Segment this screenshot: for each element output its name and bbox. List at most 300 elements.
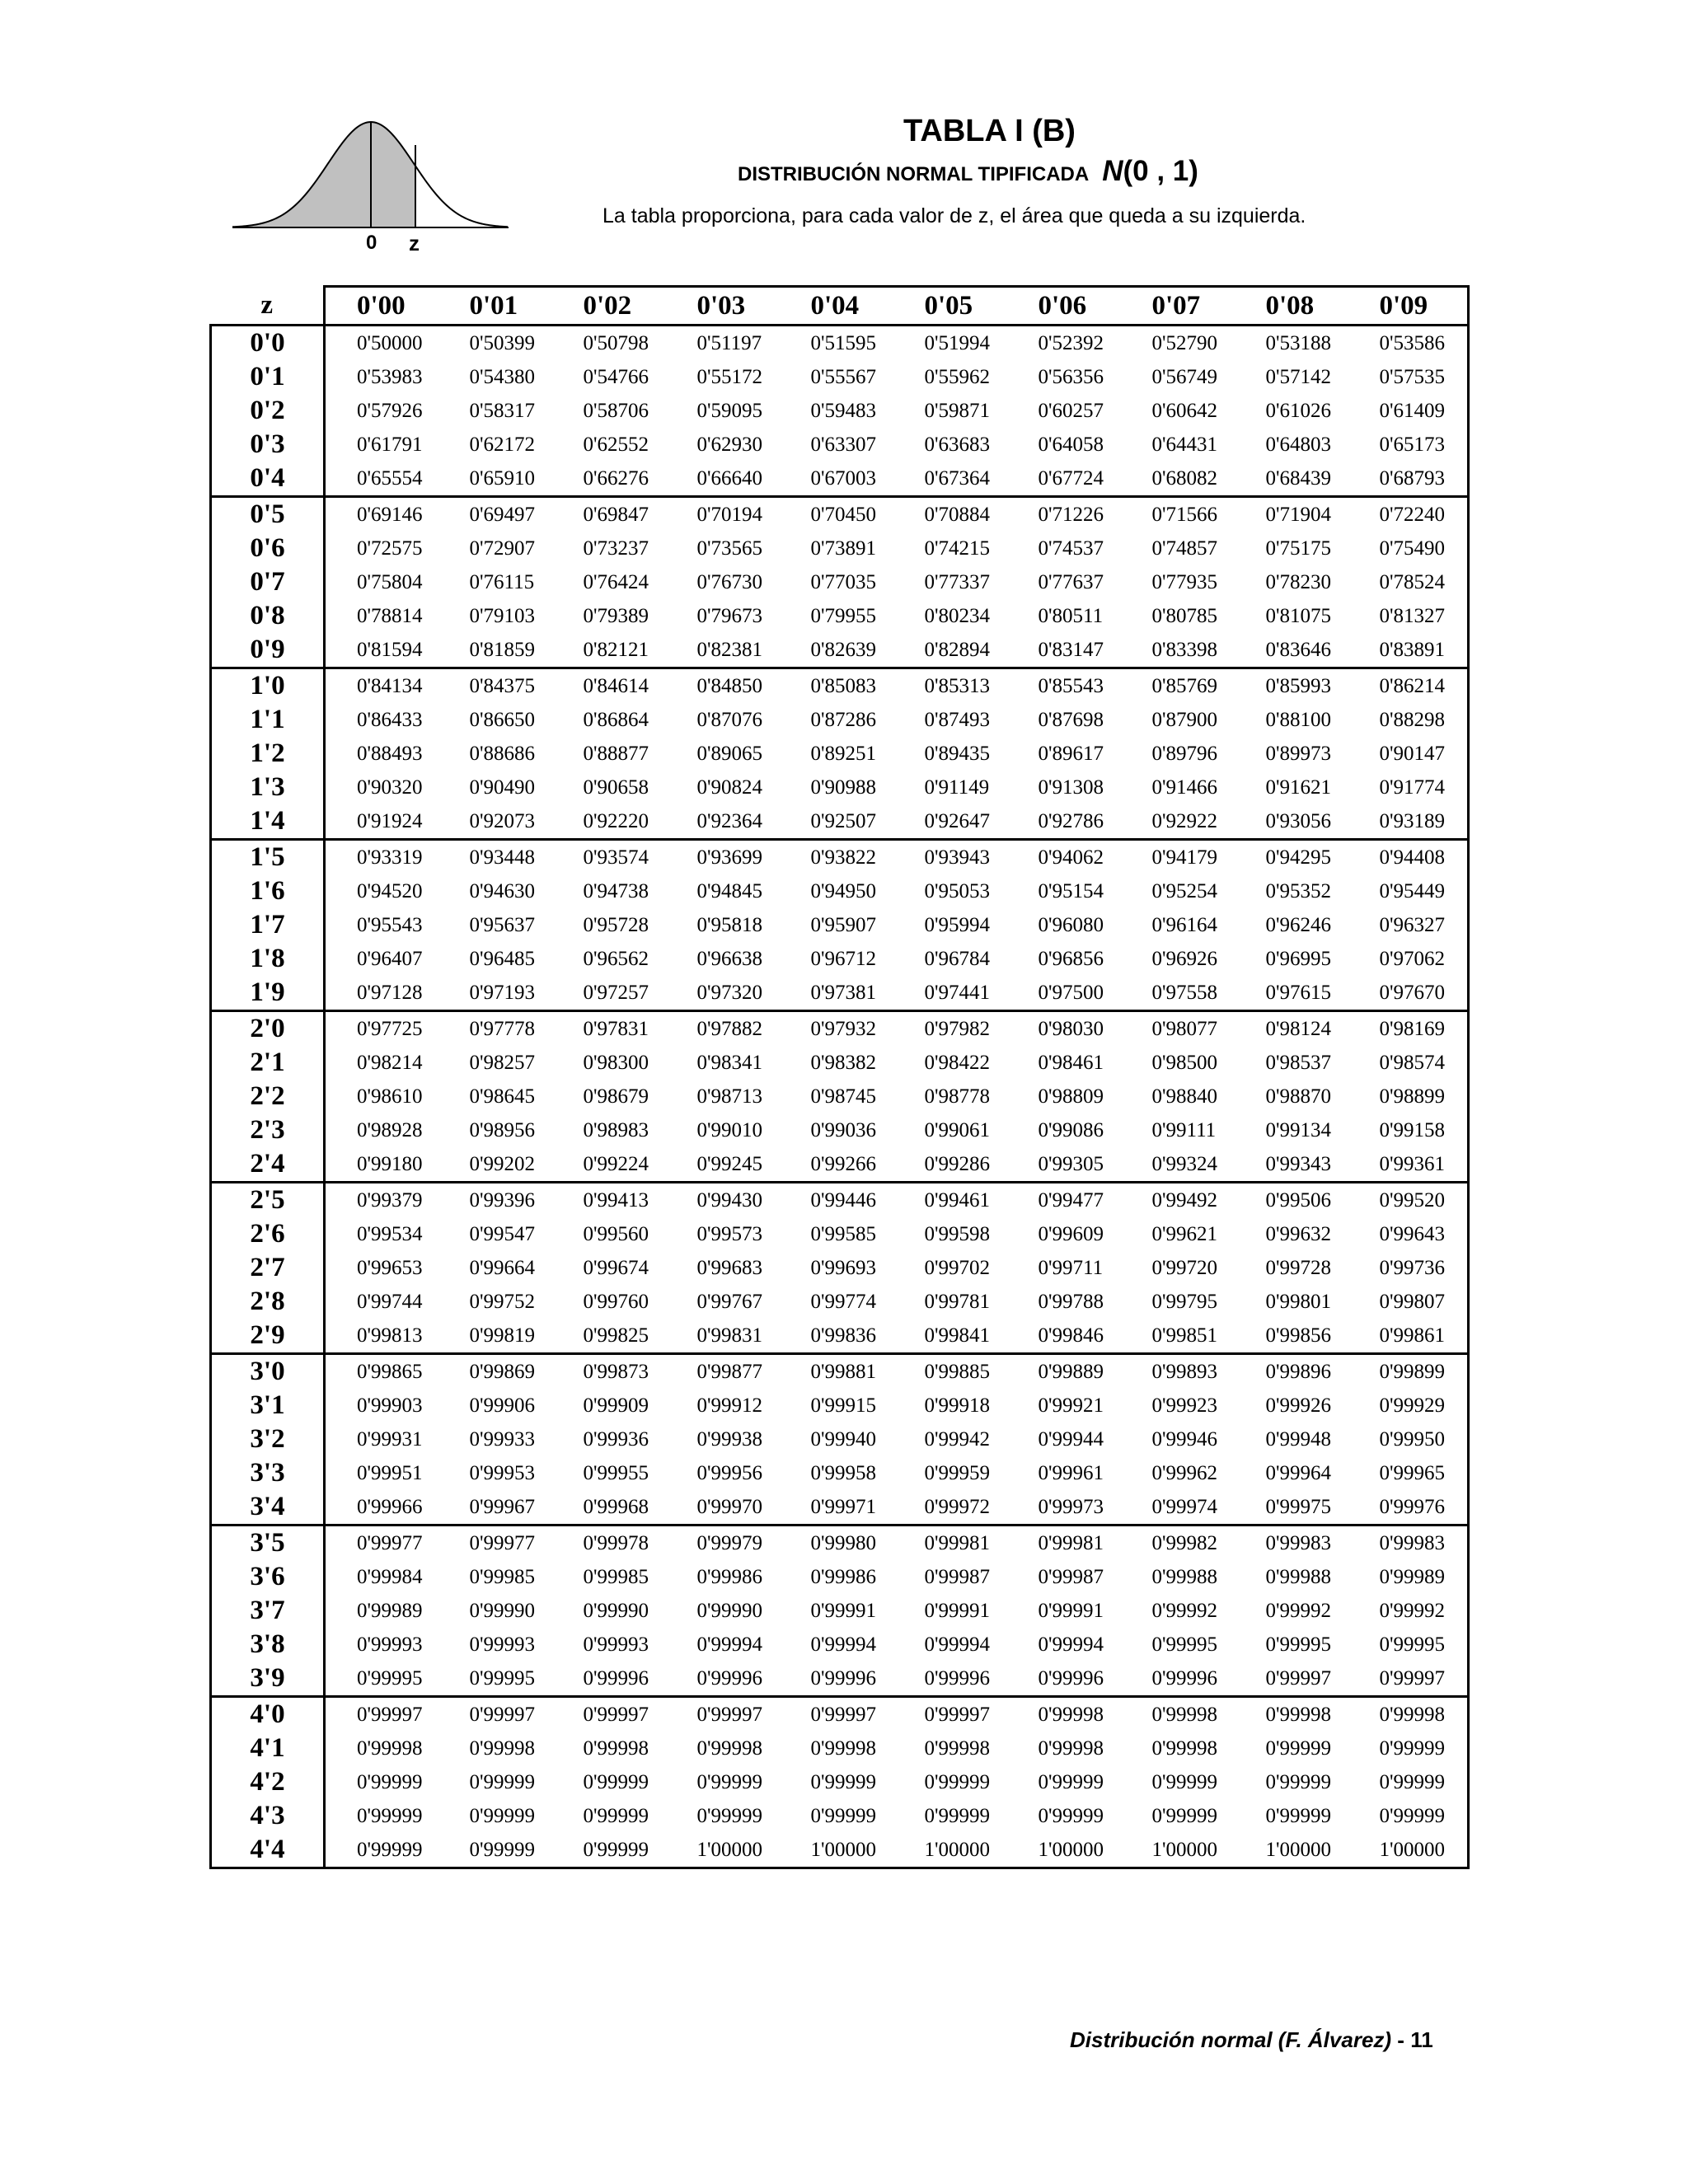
z-value-cell: 2'4 [211,1147,325,1183]
probability-cell: 0'87076 [696,708,763,731]
corner-label: z [260,289,274,320]
probability-cell: 0'50000 [357,331,423,354]
probability-cell: 0'91466 [1151,776,1218,799]
probability-cell: 0'99988 [1151,1565,1218,1588]
probability-cell: 0'98500 [1151,1051,1218,1074]
z-value-cell: 3'3 [211,1456,325,1490]
probability-cell: 0'95543 [357,913,423,936]
z-value-cell: 3'8 [211,1628,325,1661]
probability-cell: 0'92922 [1151,809,1218,832]
table-row [211,633,1469,668]
probability-cell: 0'99997 [1348,1661,1469,1697]
probability-cell: 0'96327 [1348,908,1469,942]
probability-cell: 0'99999 [1348,1732,1469,1765]
probability-cell: 0'99999 [1038,1804,1104,1827]
probability-cell: 0'67003 [810,466,877,490]
probability-cell: 0'99134 [1265,1118,1332,1141]
probability-cell: 0'69847 [583,503,649,526]
probability-cell: 0'61026 [1265,399,1332,422]
probability-cell: 0'99956 [696,1461,763,1484]
probability-cell: 0'99975 [1265,1495,1332,1518]
table-row [211,497,1469,532]
probability-cell: 0'99873 [583,1360,649,1383]
probability-cell: 0'96926 [1151,947,1218,970]
probability-cell: 0'99982 [1151,1531,1218,1554]
table-row [211,1594,1469,1628]
probability-cell: 0'98537 [1265,1051,1332,1074]
z-value-cell: 4'0 [211,1697,325,1732]
probability-cell: 0'99999 [1151,1804,1218,1827]
probability-cell: 0'91621 [1265,776,1332,799]
probability-cell: 0'86433 [357,708,423,731]
probability-cell: 0'75175 [1265,537,1332,560]
probability-cell: 0'97500 [1038,981,1104,1004]
probability-cell: 0'85313 [924,674,991,697]
z-value-cell: 2'3 [211,1113,325,1147]
probability-cell: 0'88493 [357,742,423,765]
z-value-cell: 3'9 [211,1661,325,1697]
probability-cell: 0'98214 [357,1051,423,1074]
z-value-cell: 4'4 [211,1833,325,1868]
probability-cell: 0'99992 [1151,1599,1218,1622]
probability-cell: 0'73565 [696,537,763,560]
probability-cell: 0'96246 [1265,913,1332,936]
probability-cell: 0'99999 [469,1804,536,1827]
probability-cell: 0'51197 [696,331,762,354]
probability-cell: 0'74215 [924,537,991,560]
probability-cell: 0'76115 [469,570,535,593]
probability-cell: 0'97882 [696,1017,763,1040]
table-row [211,703,1469,737]
probability-cell: 0'51994 [924,331,991,354]
probability-cell: 0'97932 [810,1017,877,1040]
z-value-cell: 4'2 [211,1765,325,1799]
table-row [211,1319,1469,1354]
probability-cell: 0'99224 [583,1152,649,1175]
probability-cell: 0'82894 [924,638,991,661]
probability-cell: 0'97193 [469,981,536,1004]
z-value-cell: 3'6 [211,1560,325,1594]
probability-cell: 0'99202 [469,1152,536,1175]
probability-cell: 0'99923 [1151,1394,1218,1417]
probability-cell: 0'98840 [1151,1085,1218,1108]
distribution-n: N [1102,155,1123,187]
probability-cell: 0'99995 [1348,1628,1469,1661]
probability-cell: 0'76424 [583,570,649,593]
footer-text: Distribución normal (F. Álvarez) [1070,2027,1392,2052]
probability-cell: 0'61409 [1348,394,1469,428]
table-row [211,1285,1469,1319]
probability-cell: 0'97725 [357,1017,423,1040]
probability-cell: 0'73891 [810,537,877,560]
probability-cell: 0'99986 [696,1565,763,1588]
z-value-cell: 1'0 [211,668,325,704]
probability-cell: 0'99970 [696,1495,763,1518]
probability-cell: 0'99986 [810,1565,877,1588]
probability-cell: 0'99998 [1265,1703,1332,1726]
probability-cell: 0'99944 [1038,1427,1104,1451]
table-row [211,1251,1469,1285]
probability-cell: 0'99305 [1038,1152,1104,1175]
z-value-cell: 2'2 [211,1080,325,1113]
probability-cell: 0'99998 [1038,1736,1104,1760]
probability-cell: 0'97778 [469,1017,536,1040]
probability-cell: 0'99534 [357,1222,423,1245]
probability-cell: 0'99856 [1265,1324,1332,1347]
probability-cell: 0'99266 [810,1152,877,1175]
probability-cell: 0'99998 [469,1736,536,1760]
probability-cell: 0'99989 [357,1599,423,1622]
probability-cell: 0'58317 [469,399,536,422]
probability-cell: 0'99994 [924,1633,991,1656]
table-row [211,1113,1469,1147]
z-value-cell: 1'6 [211,874,325,908]
probability-cell: 0'98257 [469,1051,536,1074]
probability-cell: 0'95053 [924,879,991,902]
table-row [211,908,1469,942]
probability-cell: 0'99992 [1265,1599,1332,1622]
curve-label-z: z [409,231,420,255]
probability-cell: 0'99324 [1151,1152,1218,1175]
probability-cell: 0'94950 [810,879,877,902]
probability-cell: 0'98809 [1038,1085,1104,1108]
probability-cell: 0'91149 [924,776,990,799]
probability-cell: 0'99379 [357,1188,423,1212]
probability-cell: 0'99990 [583,1599,649,1622]
probability-cell: 0'94062 [1038,846,1104,869]
probability-cell: 0'99992 [1348,1594,1469,1628]
probability-cell: 0'99994 [810,1633,877,1656]
z-value-cell: 2'7 [211,1251,325,1285]
probability-cell: 0'56356 [1038,365,1104,388]
probability-cell: 0'99995 [357,1666,423,1690]
probability-cell: 0'98956 [469,1118,536,1141]
probability-cell: 0'99813 [357,1324,423,1347]
probability-cell: 0'76730 [696,570,763,593]
page-number: 11 [1410,2027,1433,2052]
probability-cell: 0'78230 [1265,570,1332,593]
probability-cell: 0'99413 [583,1188,649,1212]
z-value-cell: 0'0 [211,326,325,361]
probability-cell: 0'67724 [1038,466,1104,490]
table-row [211,737,1469,771]
probability-cell: 0'99999 [1265,1770,1332,1793]
table-row [211,668,1469,704]
probability-cell: 0'98870 [1265,1085,1332,1108]
table-row [211,1833,1469,1868]
probability-cell: 0'71904 [1265,503,1332,526]
probability-cell: 0'84134 [357,674,423,697]
probability-cell: 0'99950 [1348,1422,1469,1456]
probability-cell: 0'99653 [357,1256,423,1279]
probability-cell: 0'99573 [696,1222,763,1245]
probability-cell: 0'70194 [696,503,763,526]
table-row [211,599,1469,633]
probability-cell: 0'55567 [810,365,877,388]
probability-cell: 0'95449 [1348,874,1469,908]
probability-cell: 0'93319 [357,846,423,869]
probability-cell: 0'99795 [1151,1290,1218,1313]
z-value-cell: 2'8 [211,1285,325,1319]
probability-cell: 1'00000 [1038,1838,1104,1861]
probability-cell: 0'99461 [924,1188,991,1212]
probability-cell: 0'99987 [924,1565,991,1588]
probability-cell: 0'92073 [469,809,536,832]
probability-cell: 0'99752 [469,1290,536,1313]
probability-cell: 0'96562 [583,947,649,970]
probability-cell: 0'99995 [1151,1633,1218,1656]
probability-cell: 0'51595 [810,331,877,354]
probability-cell: 0'99999 [583,1838,649,1861]
probability-cell: 0'99999 [469,1770,536,1793]
probability-cell: 0'97062 [1348,942,1469,976]
table-row [211,840,1469,875]
probability-cell: 0'99973 [1038,1495,1104,1518]
z-value-cell: 2'0 [211,1011,325,1047]
probability-cell: 0'94520 [357,879,423,902]
probability-cell: 0'99999 [1265,1736,1332,1760]
table-row [211,1147,1469,1183]
z-value-cell: 2'5 [211,1183,325,1218]
probability-cell: 0'99643 [1348,1217,1469,1251]
probability-cell: 0'80785 [1151,604,1218,627]
probability-cell: 0'99981 [924,1531,991,1554]
column-header: 0'09 [1348,287,1469,326]
probability-cell: 0'98030 [1038,1017,1104,1040]
probability-cell: 0'99998 [1151,1736,1218,1760]
probability-cell: 0'64058 [1038,433,1104,456]
probability-cell: 0'99999 [1038,1770,1104,1793]
probability-cell: 0'59483 [810,399,877,422]
probability-cell: 0'60642 [1151,399,1218,422]
probability-cell: 0'96638 [696,947,763,970]
probability-cell: 0'77935 [1151,570,1218,593]
table-row [211,1080,1469,1113]
probability-cell: 0'95352 [1265,879,1332,902]
probability-cell: 0'79103 [469,604,536,627]
probability-cell: 0'91308 [1038,776,1104,799]
probability-cell: 0'99996 [810,1666,877,1690]
probability-cell: 0'55172 [696,365,763,388]
probability-cell: 0'99889 [1038,1360,1104,1383]
probability-cell: 0'99999 [696,1804,763,1827]
probability-cell: 0'89251 [810,742,877,765]
header-row [211,287,1469,326]
probability-cell: 0'80511 [1038,604,1104,627]
z-value-cell: 4'1 [211,1732,325,1765]
probability-cell: 0'84375 [469,674,536,697]
probability-cell: 0'98300 [583,1051,649,1074]
probability-cell: 0'99998 [1348,1697,1469,1732]
z-value-cell: 1'1 [211,703,325,737]
probability-cell: 0'99180 [357,1152,423,1175]
normal-distribution-table [209,285,1470,1869]
probability-cell: 0'93943 [924,846,991,869]
z-value-cell: 3'4 [211,1490,325,1526]
probability-cell: 0'99896 [1265,1360,1332,1383]
probability-cell: 0'99998 [1151,1703,1218,1726]
probability-cell: 0'99972 [924,1495,991,1518]
table-row [211,1732,1469,1765]
probability-cell: 0'50798 [583,331,649,354]
probability-cell: 0'99999 [1348,1765,1469,1799]
probability-cell: 0'99997 [1265,1666,1332,1690]
probability-cell: 0'98928 [357,1118,423,1141]
probability-cell: 0'93448 [469,846,536,869]
probability-cell: 0'99929 [1348,1389,1469,1422]
probability-cell: 0'99881 [810,1360,877,1383]
z-value-cell: 1'7 [211,908,325,942]
probability-cell: 0'99987 [1038,1565,1104,1588]
probability-cell: 0'53188 [1265,331,1332,354]
probability-cell: 0'99912 [696,1394,763,1417]
probability-cell: 0'77337 [924,570,991,593]
probability-cell: 0'99760 [583,1290,649,1313]
table-row [211,394,1469,428]
table-row [211,1046,1469,1080]
probability-cell: 0'99061 [924,1118,991,1141]
probability-cell: 0'90988 [810,776,877,799]
probability-cell: 0'92786 [1038,809,1104,832]
probability-cell: 0'99996 [1151,1666,1218,1690]
probability-cell: 0'57142 [1265,365,1332,388]
table-title: TABLA I (B) [903,114,1076,148]
probability-cell: 0'99997 [469,1703,536,1726]
probability-cell: 0'99946 [1151,1427,1218,1451]
probability-cell: 0'93189 [1348,804,1469,840]
probability-cell: 0'89065 [696,742,763,765]
probability-cell: 0'99744 [357,1290,423,1313]
probability-cell: 0'99807 [1348,1285,1469,1319]
probability-cell: 0'81327 [1348,599,1469,633]
table-row [211,1456,1469,1490]
probability-cell: 0'97128 [357,981,423,1004]
probability-cell: 0'99951 [357,1461,423,1484]
table-row [211,1354,1469,1390]
table-row [211,1799,1469,1833]
probability-cell: 0'99909 [583,1394,649,1417]
column-header: 0'04 [780,287,893,326]
probability-cell: 0'74857 [1151,537,1218,560]
probability-cell: 0'99955 [583,1461,649,1484]
table-row [211,1422,1469,1456]
probability-cell: 0'98899 [1348,1080,1469,1113]
table-row [211,771,1469,804]
probability-cell: 0'79673 [696,604,763,627]
probability-cell: 0'98679 [583,1085,649,1108]
probability-cell: 0'99983 [1348,1526,1469,1561]
probability-cell: 0'99976 [1348,1490,1469,1526]
probability-cell: 0'93822 [810,846,877,869]
probability-cell: 0'99993 [469,1633,536,1656]
probability-cell: 0'99846 [1038,1324,1104,1347]
probability-cell: 0'99999 [583,1770,649,1793]
table-row [211,326,1469,361]
probability-cell: 0'98745 [810,1085,877,1108]
probability-cell: 0'50399 [469,331,536,354]
z-value-cell: 2'6 [211,1217,325,1251]
probability-cell: 0'90490 [469,776,536,799]
table-row [211,1217,1469,1251]
probability-cell: 0'63683 [924,433,991,456]
probability-cell: 0'99979 [696,1531,763,1554]
z-value-cell: 0'5 [211,497,325,532]
probability-cell: 0'93056 [1265,809,1332,832]
probability-cell: 0'83891 [1348,633,1469,668]
probability-cell: 0'95907 [810,913,877,936]
probability-cell: 0'69146 [357,503,423,526]
z-value-cell: 4'3 [211,1799,325,1833]
probability-cell: 0'99767 [696,1290,763,1313]
probability-cell: 0'79955 [810,604,877,627]
probability-cell: 0'99801 [1265,1290,1332,1313]
probability-cell: 0'99774 [810,1290,877,1313]
probability-cell: 0'99995 [469,1666,536,1690]
table-row [211,804,1469,840]
probability-cell: 0'99980 [810,1531,877,1554]
probability-cell: 0'92364 [696,809,763,832]
probability-cell: 0'94295 [1265,846,1332,869]
probability-cell: 0'93574 [583,846,649,869]
probability-cell: 0'99999 [1265,1804,1332,1827]
probability-cell: 0'78814 [357,604,423,627]
shaded-area [232,122,415,227]
probability-cell: 0'99851 [1151,1324,1218,1347]
probability-cell: 0'65173 [1348,428,1469,462]
table-row [211,1183,1469,1218]
probability-cell: 0'99921 [1038,1394,1104,1417]
probability-cell: 0'99286 [924,1152,991,1175]
probability-cell: 0'98574 [1348,1046,1469,1080]
probability-cell: 0'77035 [810,570,877,593]
probability-cell: 0'99446 [810,1188,877,1212]
probability-cell: 0'85543 [1038,674,1104,697]
probability-cell: 0'99995 [1265,1633,1332,1656]
probability-cell: 0'84614 [583,674,649,697]
probability-cell: 0'58706 [583,399,649,422]
table-row [211,1389,1469,1422]
probability-cell: 0'61791 [357,433,423,456]
probability-cell: 0'73237 [583,537,649,560]
probability-cell: 0'99999 [357,1838,423,1861]
table-row [211,462,1469,497]
probability-cell: 0'64431 [1151,433,1218,456]
page-footer [1070,2027,1433,2053]
probability-cell: 0'96080 [1038,913,1104,936]
probability-cell: 0'99598 [924,1222,991,1245]
table-row [211,1697,1469,1732]
probability-cell: 0'99991 [924,1599,991,1622]
probability-cell: 0'99994 [1038,1633,1104,1656]
probability-cell: 0'99036 [810,1118,877,1141]
probability-cell: 0'92507 [810,809,877,832]
footer-separator: - [1391,2027,1411,2052]
normal-curve-illustration [232,115,513,260]
probability-cell: 0'53983 [357,365,423,388]
probability-cell: 0'83147 [1038,638,1104,661]
probability-cell: 0'93699 [696,846,763,869]
probability-cell: 0'52392 [1038,331,1104,354]
probability-cell: 0'57535 [1348,360,1469,394]
table-row [211,360,1469,394]
probability-cell: 0'99990 [469,1599,536,1622]
probability-cell: 0'99978 [583,1531,649,1554]
probability-cell: 0'71566 [1151,503,1218,526]
column-header: 0'07 [1121,287,1235,326]
probability-cell: 0'99926 [1265,1394,1332,1417]
probability-cell: 0'98422 [924,1051,991,1074]
table-row [211,976,1469,1011]
